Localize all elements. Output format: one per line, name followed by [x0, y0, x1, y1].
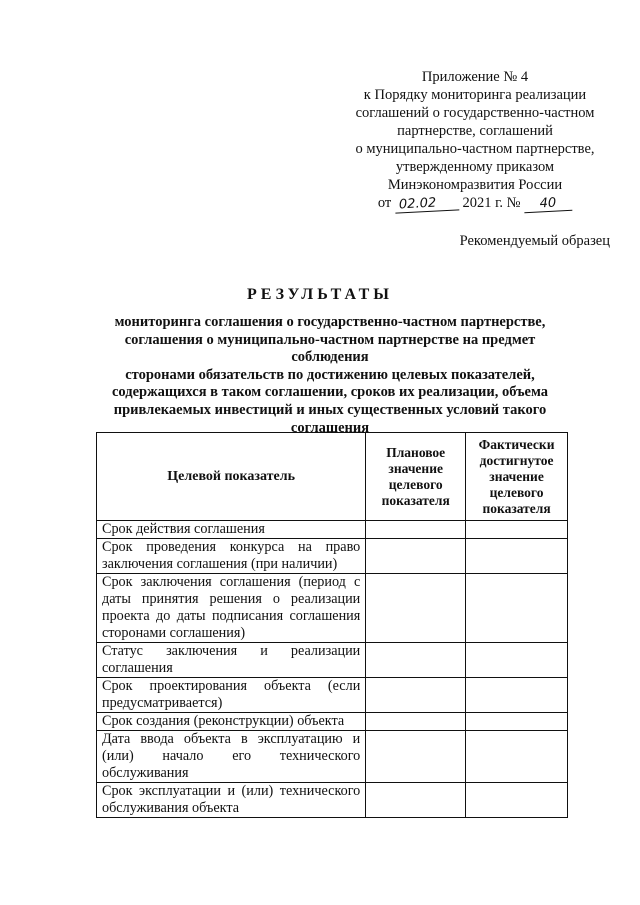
order-line [330, 194, 620, 212]
actual-value-cell [466, 783, 568, 818]
subtitle-line: мониторинга соглашения о государственно-частном партнерстве, [114, 314, 546, 330]
actual-value-cell [466, 539, 568, 574]
planned-value-cell [366, 574, 466, 643]
appendix-line: утвержденному приказом [395, 159, 555, 175]
indicator-cell: Статус заключения и реализации соглашения [97, 643, 366, 678]
table-row [97, 574, 568, 643]
order-prefix: от [377, 195, 392, 211]
table-row [97, 731, 568, 783]
indicator-cell: Срок эксплуатации и (или) технического обслуживания объекта [97, 783, 366, 818]
appendix-block [330, 68, 620, 212]
indicator-cell: Дата ввода объекта в эксплуатацию и (или) начало его технического обслуживания [97, 731, 366, 783]
subtitle-line: содержащихся в таком соглашении, сроков их реализации, объема [111, 384, 549, 401]
column-header-actual: Фактически достигнутое значение целевого показателя [466, 433, 568, 521]
document-subtitle [100, 314, 560, 437]
order-year: 2021 г. № [462, 195, 521, 211]
indicator-cell: Срок проведения конкурса на право заключения соглашения (при наличии) [97, 539, 366, 574]
subtitle-line: соглашения [290, 419, 370, 436]
appendix-line: соглашений о государственно-частном [355, 105, 595, 121]
planned-value-cell [366, 731, 466, 783]
subtitle-line: сторонами обязательств по достижению целевых показателей, [125, 366, 535, 383]
table-row [97, 678, 568, 713]
table-row [97, 643, 568, 678]
appendix-line: к Порядку мониторинга реализации [363, 87, 587, 103]
subtitle-line: соглашения о муниципально-частном партнерстве на предмет соблюдения [124, 331, 536, 366]
handwritten-order-number: 40 [524, 196, 573, 213]
indicator-cell: Срок проектирования объекта (если предусматривается) [97, 678, 366, 713]
appendix-line: партнерстве, соглашений [397, 123, 553, 139]
planned-value-cell [366, 783, 466, 818]
actual-value-cell [466, 731, 568, 783]
table-header-row [97, 433, 568, 521]
appendix-line: Минэкономразвития России [387, 177, 563, 193]
table-row [97, 783, 568, 818]
table-row [97, 539, 568, 574]
column-header-planned: Плановое значение целевого показателя [366, 433, 466, 521]
actual-value-cell [466, 574, 568, 643]
subtitle-line: привлекаемых инвестиций и иных существенных условий такого [113, 401, 547, 418]
handwritten-order-date: 02.02 [395, 195, 460, 213]
actual-value-cell [466, 678, 568, 713]
planned-value-cell [366, 678, 466, 713]
results-table [96, 432, 568, 818]
appendix-line: о муниципально-частном партнерстве, [355, 141, 595, 157]
actual-value-cell [466, 713, 568, 731]
planned-value-cell [366, 521, 466, 539]
table-row [97, 521, 568, 539]
actual-value-cell [466, 521, 568, 539]
indicator-cell: Срок создания (реконструкции) объекта [97, 713, 366, 731]
actual-value-cell [466, 643, 568, 678]
table-row [97, 713, 568, 731]
document-title: РЕЗУЛЬТАТЫ [246, 286, 394, 303]
sample-label: Рекомендуемый образец [459, 233, 610, 249]
appendix-line: Приложение № 4 [421, 69, 529, 85]
column-header-indicator: Целевой показатель [97, 433, 366, 521]
planned-value-cell [366, 643, 466, 678]
planned-value-cell [366, 713, 466, 731]
indicator-cell: Срок заключения соглашения (период с даты принятия решения о реализации проекта до даты подписания соглашения сторонами соглашения) [97, 574, 366, 643]
indicator-cell: Срок действия соглашения [97, 521, 366, 539]
planned-value-cell [366, 539, 466, 574]
